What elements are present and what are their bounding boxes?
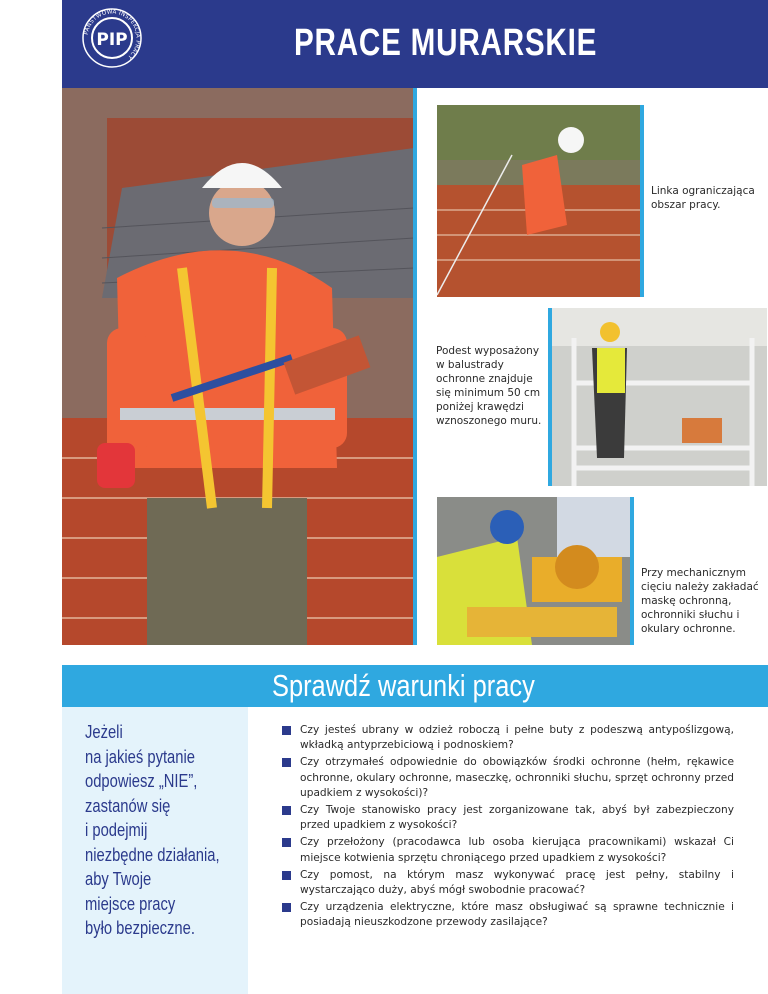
square-bullet-icon <box>282 838 291 847</box>
main-photo-worker <box>62 88 414 645</box>
photo-1-accent-bar <box>640 105 644 297</box>
worker-illustration <box>62 88 414 645</box>
section-title: Sprawdź warunki pracy <box>272 668 535 703</box>
intro-line: na jakieś pytanie <box>85 746 195 767</box>
photo-worker-low-wall <box>437 105 640 297</box>
square-bullet-icon <box>282 806 291 815</box>
worker-low-wall-illustration <box>437 105 640 297</box>
intro-line: miejsce pracy <box>85 893 176 914</box>
square-bullet-icon <box>282 903 291 912</box>
checklist-item <box>282 900 734 930</box>
square-bullet-icon <box>282 758 291 767</box>
photo-scaffold-platform <box>552 308 767 486</box>
header-band <box>62 0 768 88</box>
section-header-band <box>62 665 768 707</box>
caption-mechanical-cutting: Przy mechanicznym cięciu należy zakładać maskę ochronną, ochronniki słuchu i okulary ochronne. <box>641 567 759 635</box>
svg-text:PIP: PIP <box>96 30 128 50</box>
checklist-item <box>282 835 734 865</box>
intro-line: Jeżeli <box>85 722 123 742</box>
svg-text:PAŃSTWOWA INSPEKCJA PRACY: PAŃSTWOWA INSPEKCJA PRACY <box>83 9 141 61</box>
checklist-item <box>282 803 734 833</box>
intro-line: niezbędne działania, <box>85 844 220 865</box>
worker-cutting-illustration <box>437 497 630 645</box>
pip-logo-icon <box>81 7 143 69</box>
intro-line: aby Twoje <box>85 869 152 889</box>
photo-3-accent-bar <box>630 497 634 645</box>
checklist-item-text: Czy urządzenia elektryczne, które masz obsługiwać są sprawne technicznie i posiadają nieuszkodzone przewody zasilające? <box>300 901 734 929</box>
intro-line: było bezpieczne. <box>85 918 195 938</box>
intro-line: odpowiesz „NIE”, <box>85 771 198 791</box>
checklist-item-text: Czy przełożony (pracodawca lub osoba kierująca pracownikami) wskazał Ci miejsce kotwienia sprzętu chroniącego przed upadkiem z wysokości? <box>300 836 734 864</box>
caption-scaffold-platform: Podest wyposażony w balustrady ochronne znajduje się minimum 50 cm poniżej krawędzi wznoszonego muru. <box>436 345 542 427</box>
checklist-item-text: Czy Twoje stanowisko pracy jest zorganizowane tak, abyś był zabezpieczony przed upadkiem z wysokości? <box>300 804 734 832</box>
scaffold-illustration <box>552 308 767 486</box>
main-photo-accent-bar <box>413 88 417 645</box>
caption-work-area-line: Linka ograniczająca obszar pracy. <box>651 185 755 211</box>
intro-line: i podejmij <box>85 820 148 840</box>
checklist-item <box>282 755 734 801</box>
checklist-item-text: Czy otrzymałeś odpowiednie do obowiązków środki ochronne (hełm, rękawice ochronne, okulary ochronne, maseczkę, ochronniki słuchu, sprzęt ochronny przed upadkiem z wysokości)? <box>300 756 734 799</box>
page-title: PRACE MURARSKIE <box>294 22 598 64</box>
intro-line: zastanów się <box>85 795 171 816</box>
checklist-item-text: Czy jesteś ubrany w odzież roboczą i pełne buty z podeszwą antypoślizgową, wkładką antyprzebiciową i podnoskiem? <box>300 724 734 752</box>
checklist-item <box>282 868 734 898</box>
square-bullet-icon <box>282 726 291 735</box>
square-bullet-icon <box>282 871 291 880</box>
checklist-item-text: Czy pomost, na którym masz wykonywać pracę jest pełny, stabilny i wystarczająco duży, abyś mógł swobodnie pracować? <box>300 868 734 897</box>
intro-text <box>85 720 265 941</box>
safety-checklist <box>282 723 734 933</box>
checklist-item <box>282 723 734 753</box>
photo-worker-cutting <box>437 497 630 645</box>
